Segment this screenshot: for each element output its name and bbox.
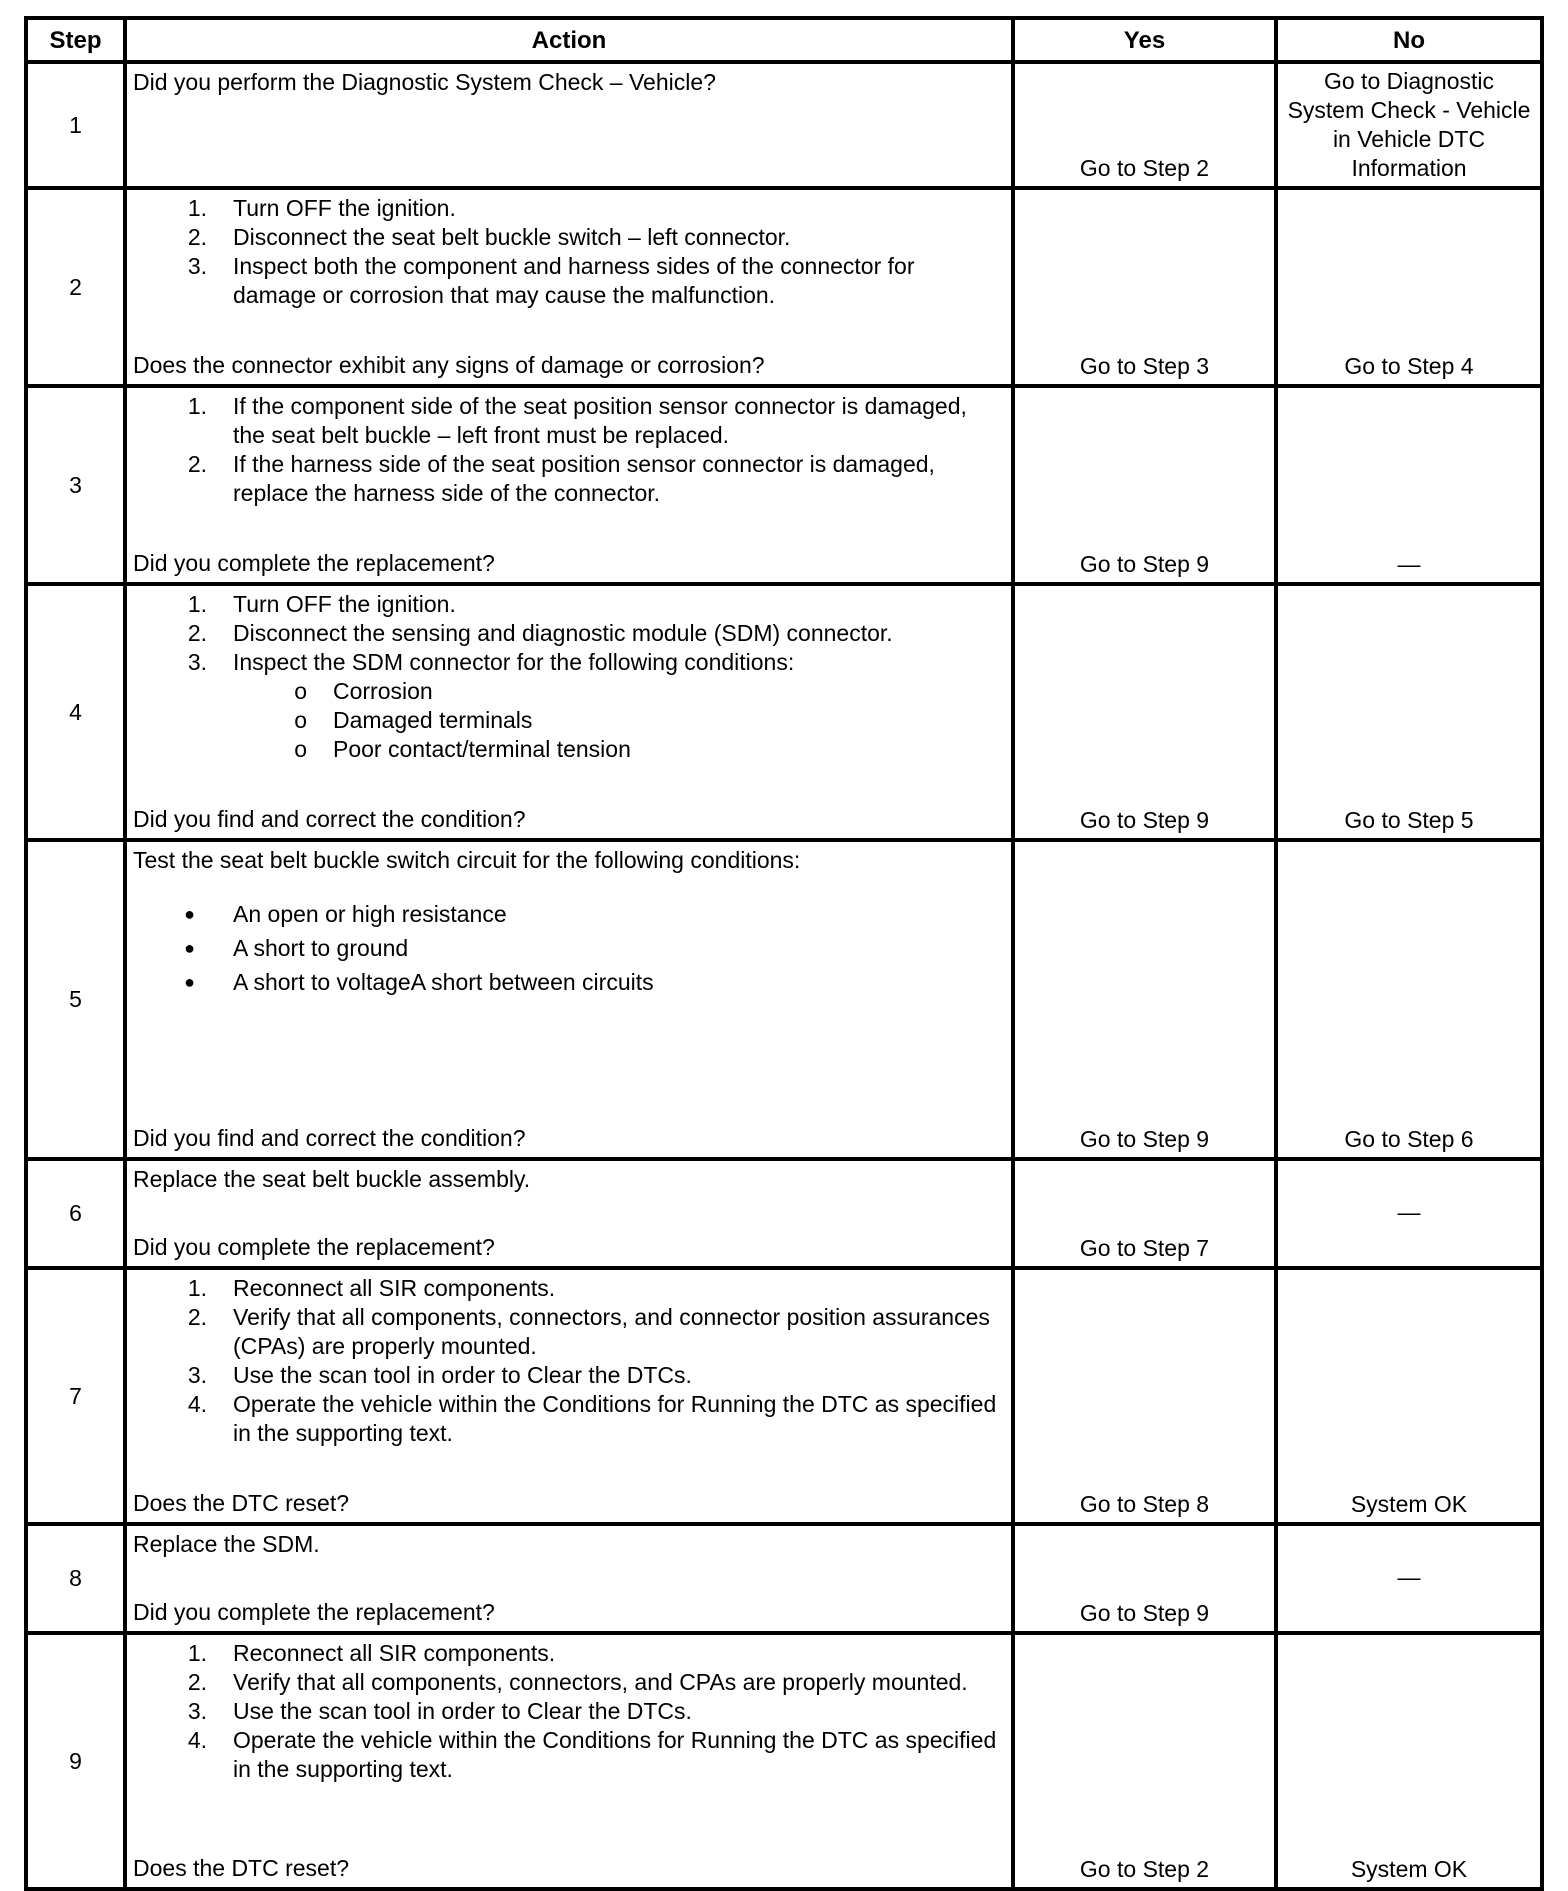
numbered-steps — [133, 1639, 1003, 1784]
no-cell: Go to Diagnostic System Check - Vehicle in Vehicle DTC Information — [1276, 62, 1542, 188]
no-cell: System OK — [1276, 1268, 1542, 1524]
list-item: 1. Turn OFF the ignition. — [187, 195, 456, 221]
table-row — [26, 584, 1542, 840]
step-number: 4 — [26, 584, 125, 840]
no-cell: Go to Step 4 — [1276, 188, 1542, 386]
list-item: 4. Operate the vehicle within the Conditions for Running the DTC as specified in the supporting text. — [187, 1391, 997, 1446]
list-item: 1. If the component side of the seat position sensor connector is damaged, the seat belt buckle – left front must be replaced. — [187, 393, 967, 448]
list-item: 1. Turn OFF the ignition. — [187, 591, 456, 617]
step-number: 1 — [26, 62, 125, 188]
list-item: 2. Verify that all components, connectors, and CPAs are properly mounted. — [187, 1669, 968, 1695]
action-cell — [125, 584, 1013, 840]
yes-cell: Go to Step 2 — [1013, 62, 1276, 188]
step-number: 3 — [26, 386, 125, 584]
yes-cell: Go to Step 9 — [1013, 1524, 1276, 1633]
table-row — [26, 188, 1542, 386]
action-intro: Replace the seat belt buckle assembly. — [133, 1166, 531, 1192]
action-question: Did you find and correct the condition? — [133, 806, 526, 832]
list-item: 3. Use the scan tool in order to Clear the DTCs. — [187, 1698, 692, 1724]
table-row — [26, 1633, 1542, 1889]
list-item: ● A short to ground — [184, 935, 409, 961]
no-cell: — — [1276, 1159, 1542, 1268]
list-item: 1. Reconnect all SIR components. — [187, 1275, 556, 1301]
step-number: 9 — [26, 1633, 125, 1889]
table-row — [26, 62, 1542, 188]
header-step: Step — [26, 18, 125, 62]
table-row — [26, 840, 1542, 1159]
list-item: 2. Disconnect the sensing and diagnostic module (SDM) connector. — [187, 620, 893, 646]
condition-bullets — [133, 897, 1003, 999]
numbered-steps — [133, 590, 1003, 677]
step-number: 6 — [26, 1159, 125, 1268]
no-cell: — — [1276, 1524, 1542, 1633]
list-item: o Damaged terminals — [294, 707, 533, 733]
list-item: ● A short to voltageA short between circuits — [184, 969, 654, 995]
action-intro: Test the seat belt buckle switch circuit for the following conditions: — [133, 847, 801, 873]
list-item: 1. Reconnect all SIR components. — [187, 1640, 556, 1666]
list-item: o Corrosion — [294, 678, 433, 704]
header-row — [26, 18, 1542, 62]
yes-cell: Go to Step 8 — [1013, 1268, 1276, 1524]
action-question: Did you complete the replacement? — [133, 1234, 495, 1260]
yes-cell: Go to Step 9 — [1013, 840, 1276, 1159]
header-yes: Yes — [1013, 18, 1276, 62]
action-question: Does the DTC reset? — [133, 1855, 350, 1881]
action-cell — [125, 1633, 1013, 1889]
list-item: 3. Use the scan tool in order to Clear the DTCs. — [187, 1362, 692, 1388]
yes-cell: Go to Step 9 — [1013, 386, 1276, 584]
list-item: ● An open or high resistance — [184, 901, 507, 927]
no-cell: — — [1276, 386, 1542, 584]
numbered-steps — [133, 392, 1003, 508]
action-question: Does the connector exhibit any signs of damage or corrosion? — [133, 352, 765, 378]
list-item: 2. Disconnect the seat belt buckle switch – left connector. — [187, 224, 791, 250]
action-question: Did you complete the replacement? — [133, 550, 495, 576]
list-item: 2. If the harness side of the seat position sensor connector is damaged, replace the harness side of the connector. — [187, 451, 935, 506]
no-cell: System OK — [1276, 1633, 1542, 1889]
action-cell — [125, 1524, 1013, 1633]
action-question: Did you find and correct the condition? — [133, 1125, 526, 1151]
header-action: Action — [125, 18, 1013, 62]
table-row — [26, 1268, 1542, 1524]
action-cell — [125, 386, 1013, 584]
action-question: Did you complete the replacement? — [133, 1599, 495, 1625]
action-intro: Replace the SDM. — [133, 1531, 320, 1557]
list-item: 4. Operate the vehicle within the Conditions for Running the DTC as specified in the supporting text. — [187, 1727, 997, 1782]
diagnostic-table — [24, 16, 1544, 1891]
action-cell — [125, 188, 1013, 386]
yes-cell: Go to Step 9 — [1013, 584, 1276, 840]
step-number: 5 — [26, 840, 125, 1159]
header-no: No — [1276, 18, 1542, 62]
action-cell — [125, 1268, 1013, 1524]
step-number: 2 — [26, 188, 125, 386]
list-item: 2. Verify that all components, connectors, and connector position assurances (CPAs) are properly mounted. — [187, 1304, 990, 1359]
table-row — [26, 1524, 1542, 1633]
yes-cell: Go to Step 2 — [1013, 1633, 1276, 1889]
action-cell — [125, 62, 1013, 188]
yes-cell: Go to Step 7 — [1013, 1159, 1276, 1268]
list-item: o Poor contact/terminal tension — [294, 736, 631, 762]
action-cell — [125, 1159, 1013, 1268]
action-question: Does the DTC reset? — [133, 1490, 350, 1516]
no-cell: Go to Step 5 — [1276, 584, 1542, 840]
numbered-steps — [133, 1274, 1003, 1448]
yes-cell: Go to Step 3 — [1013, 188, 1276, 386]
action-intro: Did you perform the Diagnostic System Check – Vehicle? — [133, 69, 716, 95]
list-item: 3. Inspect the SDM connector for the following conditions: — [187, 649, 795, 675]
list-item: 3. Inspect both the component and harness sides of the connector for damage or corrosion that may cause the malfunction. — [187, 253, 915, 308]
table-row — [26, 1159, 1542, 1268]
step-number: 7 — [26, 1268, 125, 1524]
numbered-steps — [133, 194, 1003, 310]
action-cell — [125, 840, 1013, 1159]
condition-sublist — [133, 677, 1003, 764]
step-number: 8 — [26, 1524, 125, 1633]
no-cell: Go to Step 6 — [1276, 840, 1542, 1159]
table-row — [26, 386, 1542, 584]
